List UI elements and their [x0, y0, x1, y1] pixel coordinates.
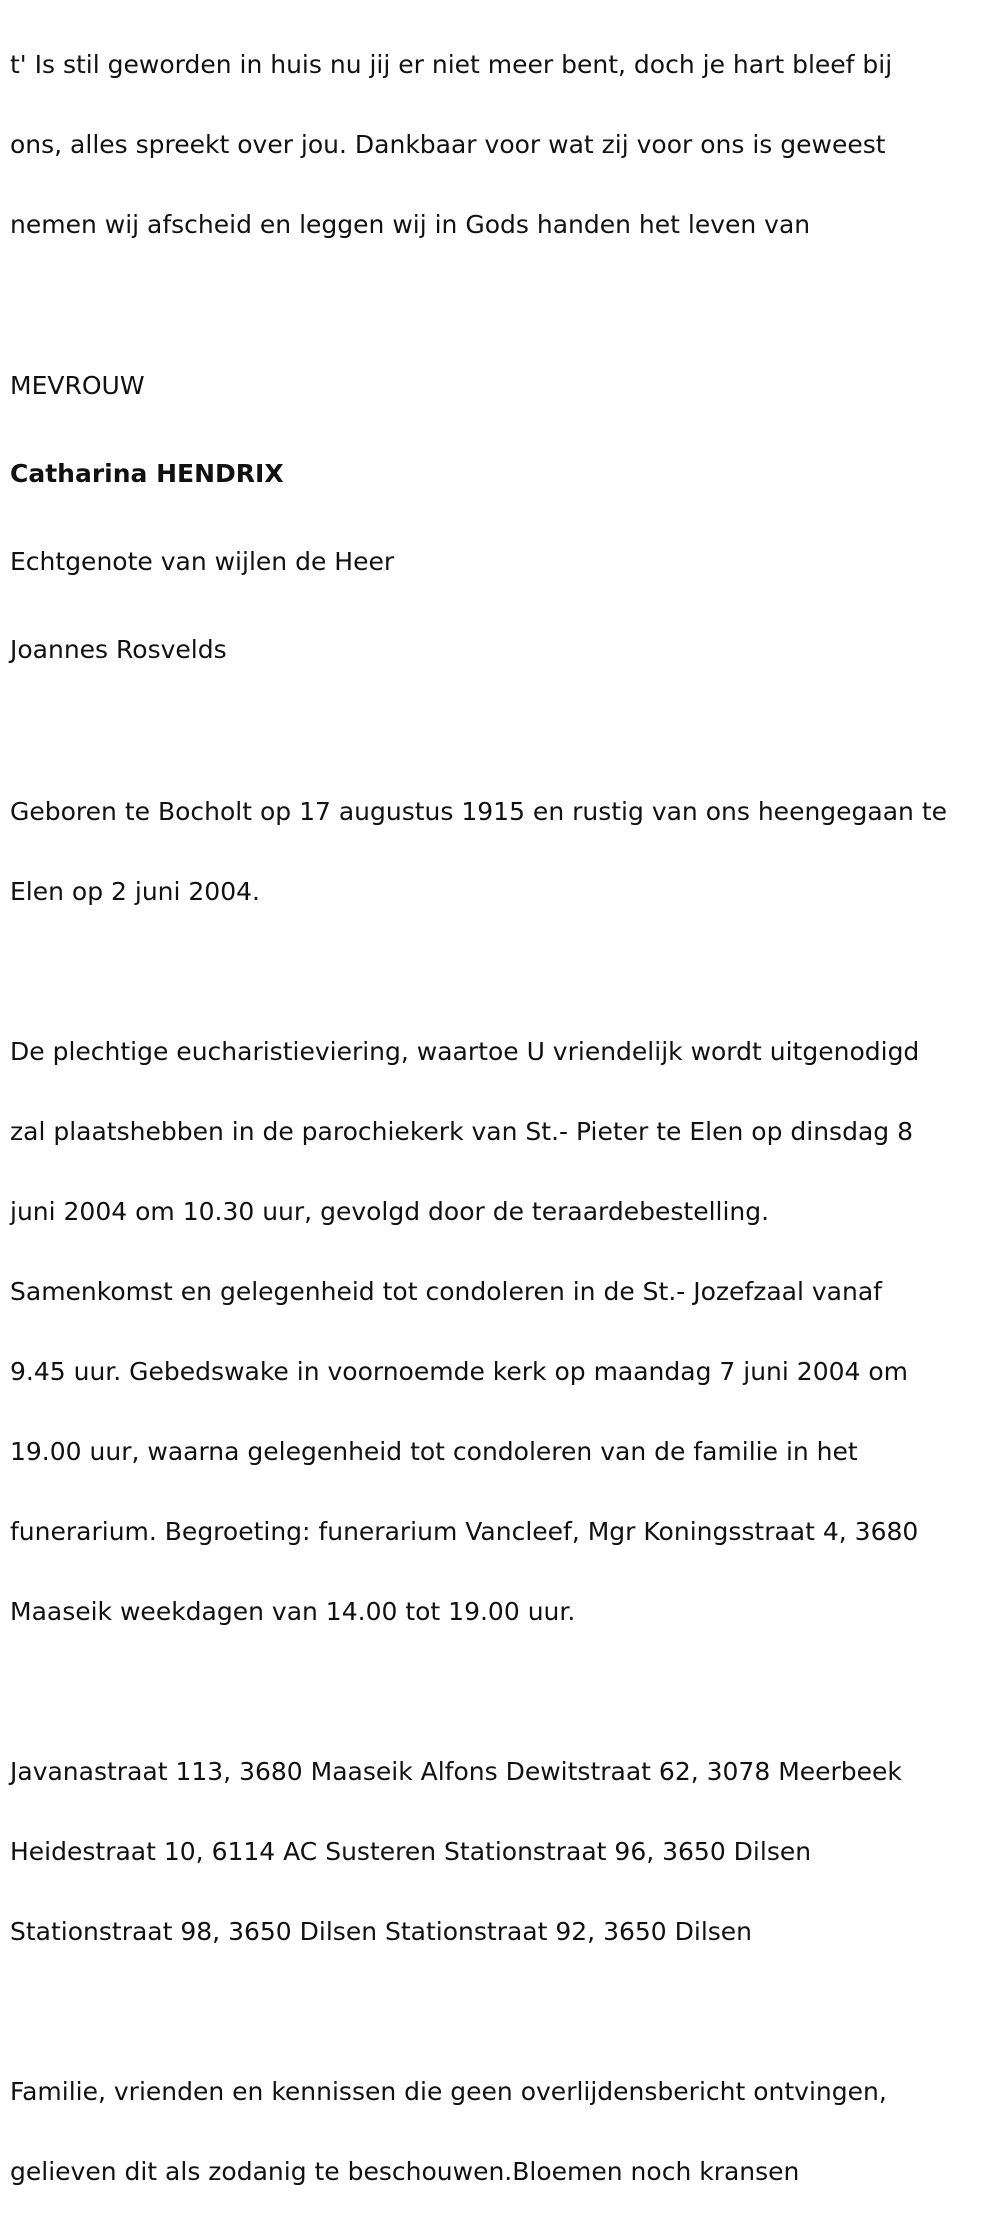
- service-line: Samenkomst en gelegenheid tot condoleren in de St.- Jozefzaal vanaf: [10, 1277, 882, 1306]
- service-line: 19.00 uur, waarna gelegenheid tot condoleren van de familie in het: [10, 1437, 858, 1466]
- intro-line: t' Is stil geworden in huis nu jij er niet meer bent, doch je hart bleef bij: [10, 50, 893, 79]
- service-paragraph: [10, 992, 995, 1672]
- address-line: Heidestraat 10, 6114 AC Susteren Stationstraat 96, 3650 Dilsen: [10, 1837, 812, 1866]
- closing-paragraph: [10, 2032, 995, 2232]
- deceased-name: Catharina HENDRIX: [10, 459, 284, 488]
- intro-line: nemen wij afscheid en leggen wij in Gods handen het leven van: [10, 210, 811, 239]
- paragraph-gap: [10, 1672, 995, 1712]
- service-line: Maaseik weekdagen van 14.00 tot 19.00 uur.: [10, 1597, 576, 1626]
- paragraph-gap: [10, 952, 995, 992]
- address-line: Javanastraat 113, 3680 Maaseik Alfons Dewitstraat 62, 3078 Meerbeek: [10, 1757, 902, 1786]
- addresses-paragraph: [10, 1712, 995, 1992]
- deceased-block: [10, 322, 995, 714]
- honorific-title: MEVROUW: [10, 371, 145, 400]
- service-line: De plechtige eucharistieviering, waartoe U vriendelijk wordt uitgenodigd: [10, 1037, 920, 1066]
- address-line: Stationstraat 98, 3650 Dilsen Stationstraat 92, 3650 Dilsen: [10, 1917, 753, 1946]
- service-line: funerarium. Begroeting: funerarium Vancleef, Mgr Koningsstraat 4, 3680: [10, 1517, 919, 1546]
- intro-paragraph: [10, 5, 995, 285]
- spouse-name: Joannes Rosvelds: [10, 635, 227, 664]
- intro-line: ons, alles spreekt over jou. Dankbaar voor wat zij voor ons is geweest: [10, 130, 886, 159]
- service-line: 9.45 uur. Gebedswake in voornoemde kerk op maandag 7 juni 2004 om: [10, 1357, 909, 1386]
- service-line: juni 2004 om 10.30 uur, gevolgd door de teraardebestelling.: [10, 1197, 770, 1226]
- paragraph-gap: [10, 1992, 995, 2032]
- closing-line: gelieven dit als zodanig te beschouwen.Bloemen noch kransen: [10, 2157, 800, 2186]
- birth-death-paragraph: [10, 752, 995, 952]
- paragraph-gap: [10, 285, 995, 325]
- closing-line: Familie, vrienden en kennissen die geen overlijdensbericht ontvingen,: [10, 2077, 887, 2106]
- death-notice-document: [10, 0, 995, 2232]
- service-line: zal plaatshebben in de parochiekerk van St.- Pieter te Elen op dinsdag 8: [10, 1117, 913, 1146]
- relation-line: Echtgenote van wijlen de Heer: [10, 547, 395, 576]
- paragraph-gap: [10, 714, 995, 752]
- birth-death-line: Elen op 2 juni 2004.: [10, 877, 260, 906]
- birth-death-line: Geboren te Bocholt op 17 augustus 1915 en rustig van ons heengegaan te: [10, 797, 948, 826]
